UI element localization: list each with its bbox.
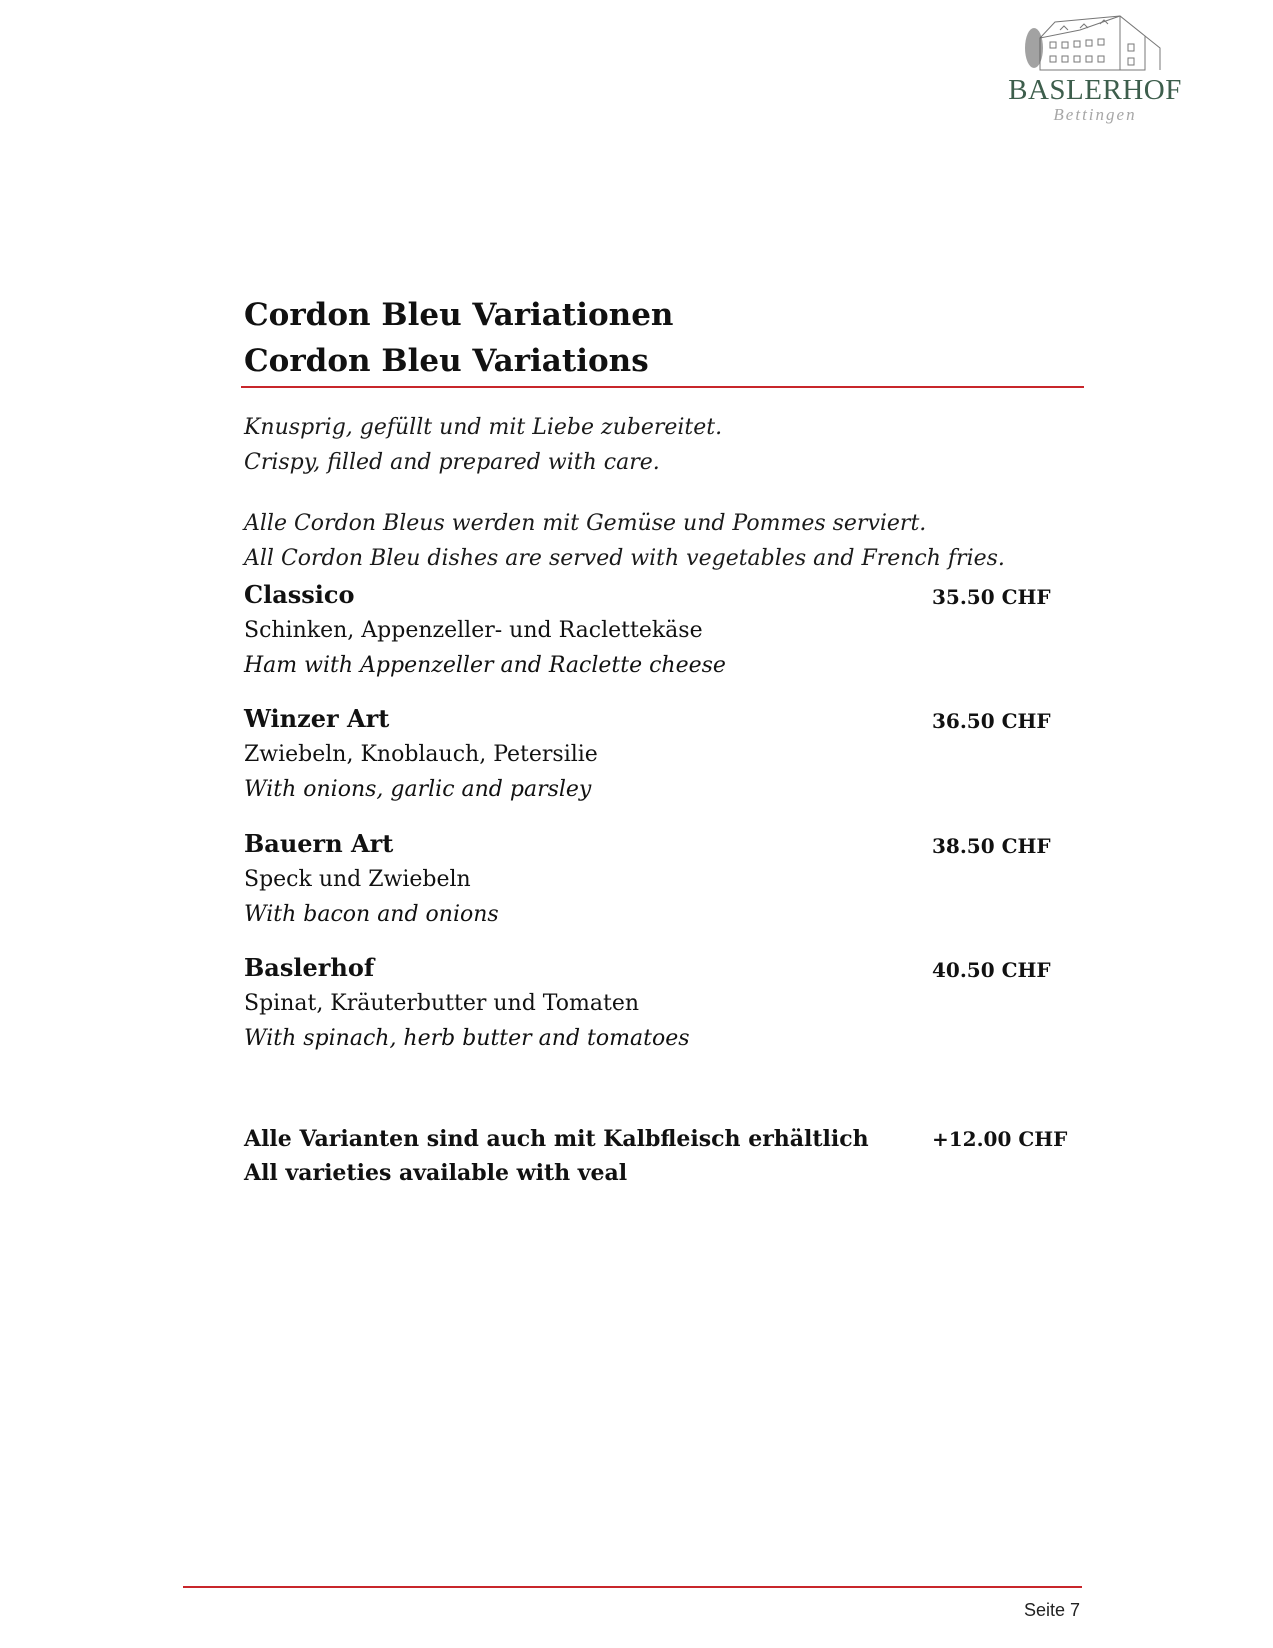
footer-divider (183, 1586, 1082, 1588)
item-price: 35.50 CHF (932, 585, 1051, 609)
title-german: Cordon Bleu Variationen (244, 297, 674, 333)
note-english: All varieties available with veal (244, 1160, 628, 1186)
item-description-english: With spinach, herb butter and tomatoes (244, 1026, 690, 1051)
item-name: Classico (244, 580, 355, 609)
house-sketch-icon (1020, 8, 1170, 78)
menu-item (244, 701, 1084, 807)
intro-served-with (244, 506, 1005, 576)
item-name: Winzer Art (244, 704, 390, 733)
menu-item (244, 950, 1084, 1056)
title-divider (241, 386, 1084, 388)
item-description-english: Ham with Appenzeller and Raclette cheese (244, 653, 726, 678)
item-description-german: Schinken, Appenzeller- und Raclettekäse (244, 618, 703, 643)
menu-item (244, 577, 1084, 683)
intro-tagline (244, 410, 722, 480)
title-english: Cordon Bleu Variations (244, 343, 649, 379)
veal-option-note (244, 1122, 1084, 1190)
item-description-german: Speck und Zwiebeln (244, 867, 471, 892)
served-english: All Cordon Bleu dishes are served with vegetables and French fries. (244, 546, 1005, 571)
menu-item (244, 826, 1084, 932)
item-price: 40.50 CHF (932, 958, 1051, 982)
item-description-german: Spinat, Kräuterbutter und Tomaten (244, 991, 640, 1016)
item-name: Bauern Art (244, 829, 394, 858)
item-description-german: Zwiebeln, Knoblauch, Petersilie (244, 742, 598, 767)
item-description-english: With onions, garlic and parsley (244, 777, 592, 802)
served-german: Alle Cordon Bleus werden mit Gemüse und Pommes serviert. (244, 511, 927, 536)
baslerhof-logo (1000, 8, 1190, 133)
item-price: 38.50 CHF (932, 834, 1051, 858)
item-name: Baslerhof (244, 953, 375, 982)
tagline-english: Crispy, filled and prepared with care. (244, 450, 660, 475)
page-title (244, 292, 673, 384)
page-number: Seite 7 (1023, 1600, 1080, 1620)
logo-subtitle: Bettingen (1053, 105, 1137, 124)
note-german: Alle Varianten sind auch mit Kalbfleisch erhältlich (244, 1126, 869, 1152)
item-description-english: With bacon and onions (244, 902, 499, 927)
tagline-german: Knusprig, gefüllt und mit Liebe zubereitet. (244, 415, 723, 440)
logo-name: BASLERHOF (1008, 74, 1182, 106)
item-price: 36.50 CHF (932, 709, 1051, 733)
note-price: +12.00 CHF (932, 1127, 1068, 1151)
